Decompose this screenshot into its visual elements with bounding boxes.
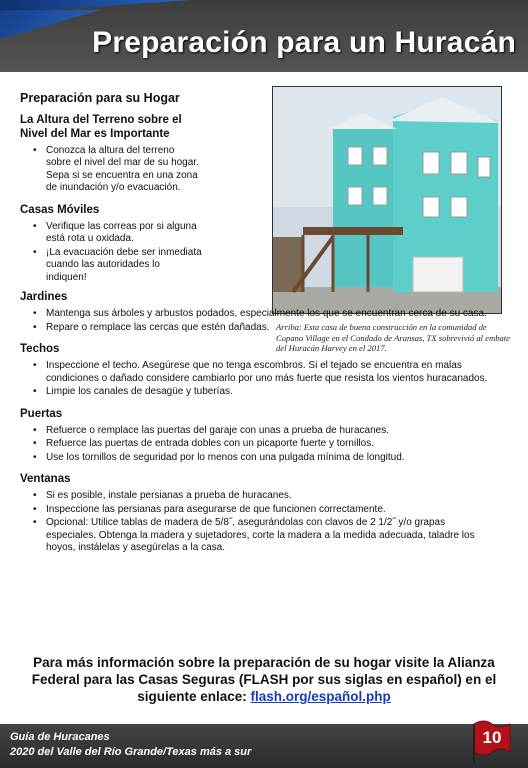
more-info-callout bbox=[20, 654, 508, 705]
list-item: • Inspeccione el techo. Asegúrese que no tenga escombros. Si el tejado se encuentra en malas condiciones o dañado considere cambiarlo por uno más fuerte que resista los vientos huracanados. bbox=[46, 360, 490, 385]
header-blue-accent bbox=[0, 10, 100, 38]
page-header bbox=[0, 0, 528, 72]
footer-line-2: 2020 del Valle del Río Grande/Texas más a sur bbox=[10, 746, 252, 758]
more-info-text: Para más información sobre la preparación de su hogar visite la Alianza Federal para las Casas Seguras (FLASH por sus siglas en español) en el siguiente enlace: bbox=[31, 655, 497, 704]
section-title: Techos bbox=[20, 343, 60, 355]
photo-caption: Arriba: Esta casa de buena construcción en la comunidad de Copano Village en el Condado de Aransas, TX sobrevivió al embate del Huracán Harvey en el 2017. bbox=[276, 322, 510, 353]
section-title: Jardines bbox=[20, 291, 68, 303]
list-item: • Inspeccione las persianas para asegurarse de que funcionen correctamente. bbox=[46, 504, 490, 517]
page-number: 10 bbox=[482, 728, 502, 747]
section-mobile-homes bbox=[20, 203, 202, 285]
section-doors bbox=[20, 407, 490, 465]
bullet-list bbox=[20, 490, 490, 555]
list-item: • Refuerce o remplace las puertas del garaje con unas a prueba de huracanes. bbox=[46, 425, 490, 438]
list-item: • Limpie los canales de desagüe y tuberías. bbox=[46, 386, 490, 399]
list-item: • Use los tornillos de seguridad por lo menos con una pulgada mínima de longitud. bbox=[46, 452, 490, 465]
list-item: • Mantenga sus árboles y arbustos podados, especialmente los que se encuentran cerca de su casa. bbox=[46, 308, 490, 321]
list-item: • Opcional: Utilice tablas de madera de 5/8˝, asegurándolas con clavos de 2 1/2˝ y/o grapas especiales. Obtenga la madera y sujetadores, corte la madera a la medida adecuada, taladre los hoyos, instálelas y asegúrelas a la casa. bbox=[46, 517, 490, 555]
bullet-list bbox=[20, 308, 490, 334]
list-item: • Repare o remplace las cercas que estén dañadas. bbox=[46, 322, 490, 335]
bullet-list bbox=[20, 360, 490, 399]
footer-line-1: Guía de Huracanes bbox=[10, 731, 110, 743]
section-title: La Altura del Terreno sobre el Nivel del Mar es Importante bbox=[20, 113, 182, 140]
section-roofs bbox=[20, 342, 490, 399]
section-title: Ventanas bbox=[20, 473, 71, 485]
section-title: Casas Móviles bbox=[20, 203, 100, 216]
section-gardens bbox=[20, 290, 490, 334]
section-terrain bbox=[20, 113, 202, 195]
list-item: • ¡La evacuación debe ser inmediata cuando las autoridades lo indiquen! bbox=[46, 247, 202, 285]
section-heading: Preparación para su Hogar bbox=[20, 91, 180, 105]
bullet-list bbox=[20, 221, 202, 285]
flash-link[interactable]: flash.org/español.php bbox=[250, 689, 391, 704]
list-item: • Si es posible, instale persianas a prueba de huracanes. bbox=[46, 490, 490, 503]
section-windows bbox=[20, 472, 490, 555]
footer-text bbox=[10, 730, 251, 760]
list-item: • Conozca la altura del terreno sobre el nivel del mar de su hogar. Sepa si se encuentra en una zona de inundación y/o evacuación. bbox=[46, 145, 202, 195]
page-footer bbox=[0, 724, 528, 768]
list-item: • Refuerce las puertas de entrada dobles con un picaporte fuerte y tornillos. bbox=[46, 438, 490, 451]
page-title: Preparación para un Huracán bbox=[92, 26, 516, 59]
section-title: Puertas bbox=[20, 407, 63, 420]
main-content bbox=[20, 92, 490, 556]
list-item: • Verifique las correas por si alguna está rota u oxidada. bbox=[46, 221, 202, 246]
bullet-list bbox=[20, 425, 490, 465]
bullet-list bbox=[20, 145, 202, 195]
